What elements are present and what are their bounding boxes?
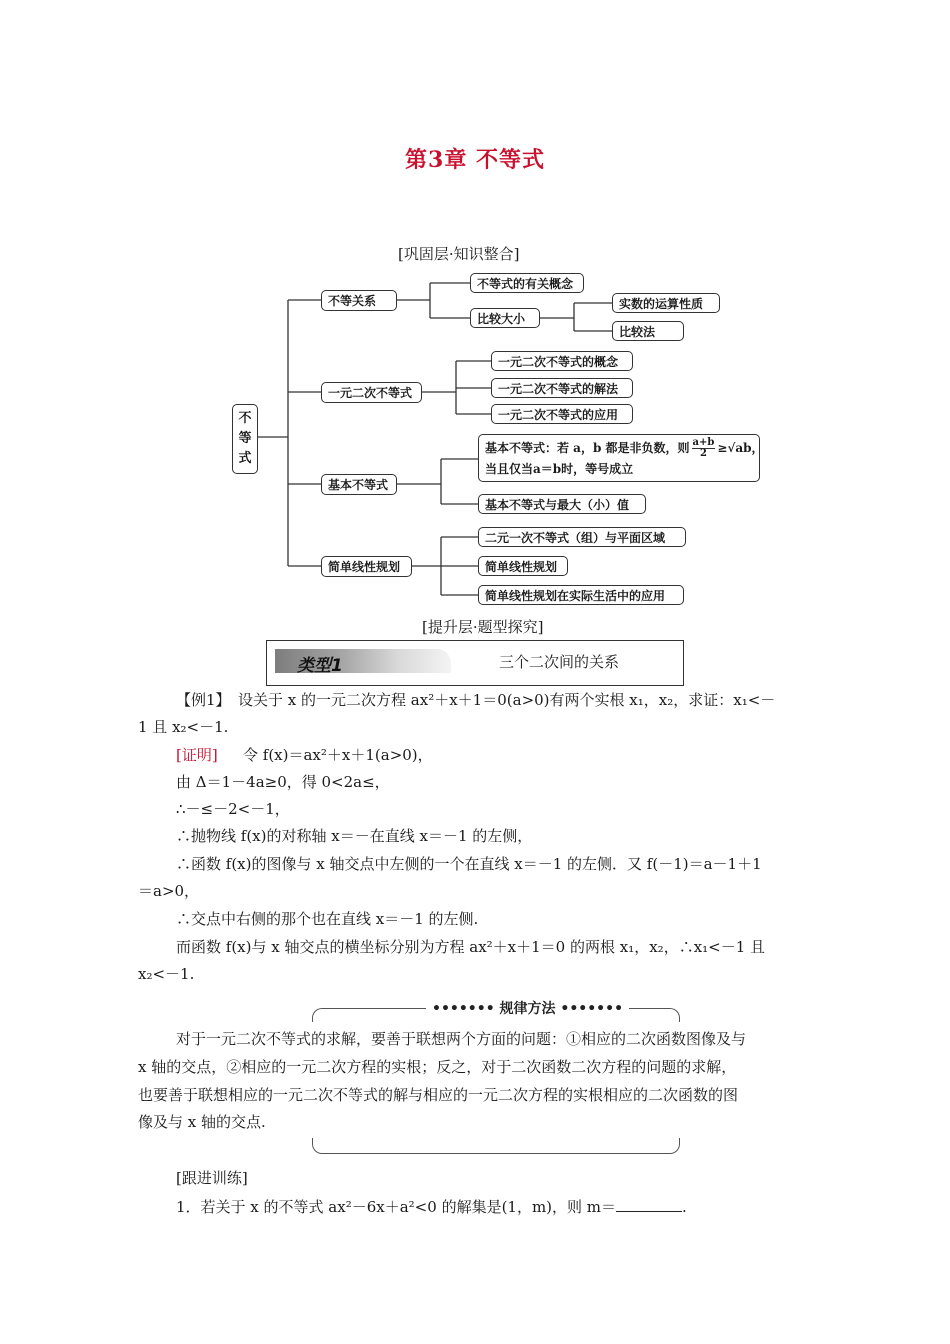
method-line-4: 像及与 x 轴的交点. [138,1113,266,1131]
proof-line-6: ＝a>0， [138,882,200,900]
tree-node-plane-region: 二元一次不等式（组）与平面区域 [478,527,686,547]
tree-node-basic-inequality-statement [478,434,764,482]
method-label-text: 规律方法 [499,1001,556,1017]
type-tag-label: 类型1 [297,656,343,676]
section-label-exploration: [提升层·题型探究] [422,618,544,636]
tree-node-linear-programming: 简单线性规划 [321,556,412,577]
proof-line-8: 而函数 f(x)与 x 轴交点的横坐标分别为方程 ax²＋x＋1＝0 的两根 x₁，x₂，∴x₁<－1 且 [176,938,766,956]
statement-text: 基本不等式：若 a，b 都是非负数，则 [485,440,690,455]
method-label: ••••••• 规律方法 ••••••• [426,998,629,1018]
practice-question-1-text: 1．若关于 x 的不等式 ax²－6x＋a²<0 的解集是(1，m)，则 m＝ [176,1198,617,1216]
proof-line-7: ∴交点中右侧的那个也在直线 x＝－1 的左侧. [176,910,479,928]
statement-line-2: 当且仅当a＝b时，等号成立 [485,461,634,476]
fraction-numerator: a+b [692,436,715,448]
example-1-line-2: 1 且 x₂<－1. [138,718,229,736]
statement-line-1 [485,438,764,459]
tree-root-char: 不 [238,411,252,426]
tree-node-quadratic-solution: 一元二次不等式的解法 [491,378,633,398]
statement-text-sqrt: ≥√ab， [717,440,764,455]
proof-line-3: ∴－≤－2<－1， [176,800,290,818]
practice-question-1-end: . [682,1198,687,1216]
proof-line-5: ∴函数 f(x)的图像与 x 轴交点中左侧的一个在直线 x＝－1 的左侧．又 f(－1)＝a－1＋1 [176,855,762,873]
tree-node-max-min-value: 基本不等式与最大（小）值 [478,494,646,514]
tree-root-char: 式 [238,451,252,466]
fraction-a-plus-b-over-2 [692,438,716,459]
tree-root-char: 等 [238,431,252,446]
proof-line-4: ∴抛物线 f(x)的对称轴 x＝－在直线 x＝－1 的左侧， [176,827,533,845]
tree-node-quadratic-application: 一元二次不等式的应用 [491,404,633,424]
tree-root-box [232,404,258,474]
method-line-3: 也要善于联想相应的一元二次不等式的解与相应的一元二次方程的实根相应的二次函数的图 [138,1086,739,1104]
proof-label: [证明] [176,746,218,764]
practice-question-1 [176,1195,687,1219]
type-header-bar [266,640,684,686]
method-line-2: x 轴的交点，②相应的一元二次方程的实根；反之，对于二次函数二次方程的问题的求解， [138,1058,737,1076]
tree-node-comparison-method: 比较法 [612,321,684,341]
tree-node-inequality-relations: 不等关系 [321,290,397,311]
tree-node-quadratic-concept: 一元二次不等式的概念 [491,351,633,371]
section-label-consolidation: [巩固层·知识整合] [398,245,520,263]
tree-node-real-life-application: 简单线性规划在实际生活中的应用 [478,585,684,605]
method-box-header [312,1000,680,1020]
chapter-title: 第3章 不等式 [405,147,545,173]
example-1-line-1: 【例1】 设关于 x 的一元二次方程 ax²＋x＋1＝0(a>0)有两个实根 x₁，x₂，求证：x₁<－ [176,691,776,709]
tree-node-real-number-properties: 实数的运算性质 [612,293,720,313]
tree-node-quadratic-inequality: 一元二次不等式 [321,382,422,403]
answer-blank[interactable] [616,1197,682,1212]
proof-line-9: x₂<－1. [138,965,195,983]
fraction-denominator: 2 [699,447,707,459]
tree-node-compare: 比较大小 [470,308,540,328]
method-line-1: 对于一元二次不等式的求解，要善于联想两个方面的问题：①相应的二次函数图像及与 [176,1030,747,1048]
practice-label: [跟进训练] [176,1169,248,1187]
proof-line-2: 由 Δ＝1－4a≥0，得 0<2a≤， [176,773,390,791]
method-box-bottom-border [312,1138,680,1154]
type-title: 三个二次间的关系 [499,653,620,671]
proof-line-1: 令 f(x)＝ax²＋x＋1(a>0)， [243,746,433,764]
type-tag [275,649,451,676]
tree-node-basic-inequality: 基本不等式 [321,474,397,495]
tree-node-concepts: 不等式的有关概念 [470,273,584,293]
tree-node-simple-linear-programming: 简单线性规划 [478,556,568,576]
